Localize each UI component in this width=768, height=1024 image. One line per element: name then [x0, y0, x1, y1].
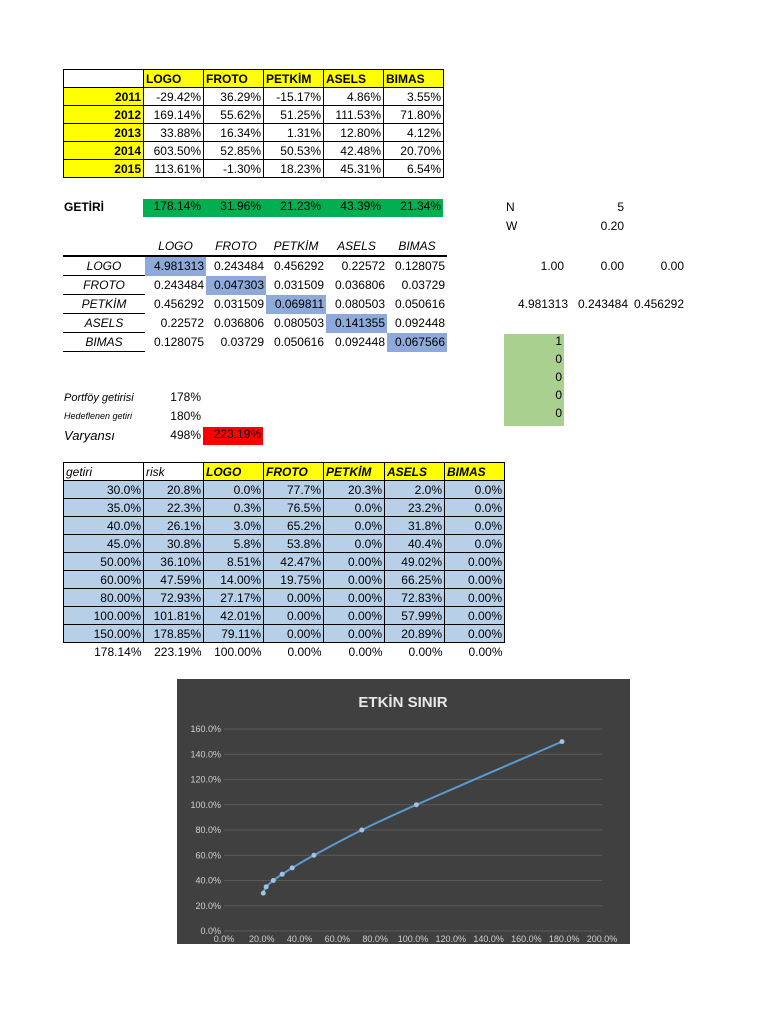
table-row — [63, 256, 447, 276]
table-cell[interactable]: 0.080503 — [334, 297, 385, 311]
table-row — [64, 625, 505, 643]
table-cell[interactable]: 0.0% — [324, 517, 385, 535]
x-tick-label: 100.0% — [397, 934, 429, 944]
table-cell[interactable]: -15.17% — [264, 88, 324, 106]
table-cell[interactable]: 113.61% — [144, 160, 204, 178]
table-cell[interactable]: 40.4% — [385, 535, 445, 553]
year-cell[interactable]: 2011 — [64, 88, 144, 106]
table-cell[interactable]: 8.51% — [204, 553, 264, 571]
y-tick-label: 100.0% — [190, 799, 221, 810]
returns-table — [63, 69, 444, 178]
hedef-label[interactable]: Hedeflenen getiri — [64, 411, 133, 421]
header-cell[interactable]: risk — [144, 463, 204, 481]
table-cell[interactable]: 0.3% — [204, 499, 264, 517]
cov-row-label[interactable]: ASELS — [63, 314, 145, 333]
chart-points — [261, 739, 565, 896]
y-tick-label: 0.0% — [200, 926, 221, 936]
x-tick-label: 60.0% — [324, 934, 351, 944]
table-cell[interactable]: 3.0% — [204, 517, 264, 535]
table-cell[interactable]: 23.2% — [385, 499, 445, 517]
side-cell[interactable]: 0.00 — [600, 259, 624, 273]
table-cell[interactable]: 1.31% — [264, 124, 324, 142]
cov-header-cell[interactable]: LOGO — [145, 237, 206, 256]
table-cell[interactable]: 0.092448 — [334, 335, 385, 349]
table-cell[interactable]: 4.981313 — [145, 256, 206, 276]
table-cell[interactable]: 42.47% — [264, 553, 324, 571]
getiri-cell[interactable]: 178.14% — [153, 199, 201, 213]
table-cell[interactable]: 603.50% — [144, 142, 204, 160]
table-cell[interactable]: 223.19% — [154, 644, 202, 659]
weights-column — [504, 334, 564, 426]
table-cell[interactable]: 0.00% — [445, 607, 505, 625]
table-cell[interactable]: 0.050616 — [394, 297, 445, 311]
cov-row-label[interactable]: BIMAS — [63, 333, 145, 352]
table-row — [64, 124, 444, 142]
table-cell[interactable]: 0.128075 — [394, 259, 445, 274]
table-cell[interactable]: 50.00% — [64, 553, 144, 571]
table-cell[interactable]: 35.0% — [64, 499, 144, 517]
cov-row-label[interactable]: PETKİM — [63, 295, 145, 314]
header-cell[interactable]: ASELS — [324, 70, 384, 88]
table-cell[interactable]: 0.03729 — [220, 335, 264, 349]
n-value[interactable]: 5 — [617, 200, 624, 214]
table-cell[interactable]: 178.14% — [94, 644, 142, 659]
table-cell[interactable]: 20.89% — [385, 625, 445, 643]
table-cell[interactable]: 36.29% — [204, 88, 264, 106]
returns-corner-cell[interactable] — [64, 70, 144, 88]
table-cell[interactable]: 0.456292 — [153, 297, 204, 311]
x-axis-ticks — [214, 934, 618, 944]
year-cell[interactable]: 2014 — [64, 142, 144, 160]
header-cell[interactable]: LOGO — [204, 463, 264, 481]
table-row — [64, 88, 444, 106]
x-tick-label: 40.0% — [286, 934, 313, 944]
weight-cell[interactable]: 0 — [555, 388, 562, 402]
header-cell[interactable]: PETKİM — [324, 463, 385, 481]
table-cell[interactable]: 0.00% — [324, 607, 385, 625]
table-cell[interactable]: 0.00% — [287, 644, 322, 659]
table-cell[interactable]: 40.0% — [64, 517, 144, 535]
weight-cell[interactable]: 1 — [555, 334, 562, 348]
x-tick-label: 180.0% — [548, 934, 580, 944]
getiri-values — [143, 199, 443, 217]
table-cell[interactable]: 0.0% — [445, 481, 505, 499]
table-row — [64, 499, 505, 517]
header-cell[interactable]: FROTO — [264, 463, 324, 481]
table-row — [64, 607, 505, 625]
table-row — [64, 535, 505, 553]
data-point — [414, 802, 419, 807]
table-cell[interactable]: 45.0% — [64, 535, 144, 553]
table-cell[interactable]: 0.141355 — [326, 314, 387, 333]
chart-title: ETKİN SINIR — [358, 694, 448, 711]
table-cell[interactable]: 0.069811 — [266, 295, 326, 314]
varyans-label[interactable]: Varyansı — [64, 428, 115, 443]
getiri-cell[interactable]: 31.96% — [220, 199, 261, 213]
table-cell[interactable]: 0.00% — [348, 644, 383, 659]
y-tick-label: 140.0% — [190, 749, 221, 760]
getiri-cell[interactable]: 21.34% — [400, 199, 441, 213]
data-point — [359, 828, 364, 833]
x-tick-label: 0.0% — [213, 934, 235, 944]
data-point — [261, 891, 266, 896]
data-point — [264, 884, 269, 889]
table-cell[interactable]: 0.00% — [445, 625, 505, 643]
table-cell[interactable]: 71.80% — [384, 106, 444, 124]
getiri-cell[interactable]: 21.23% — [280, 199, 321, 213]
table-row — [63, 295, 447, 314]
frontier-line — [263, 742, 562, 894]
w-value[interactable]: 0.20 — [600, 219, 624, 233]
table-cell[interactable]: 49.02% — [385, 553, 445, 571]
table-row — [63, 314, 447, 333]
data-point — [290, 865, 295, 870]
y-tick-label: 80.0% — [195, 825, 221, 835]
y-tick-label: 60.0% — [195, 850, 221, 861]
table-cell[interactable]: 51.25% — [264, 106, 324, 124]
table-cell[interactable]: 26.1% — [144, 517, 204, 535]
table-row — [64, 589, 505, 607]
header-cell[interactable]: LOGO — [144, 70, 204, 88]
portfoy-value[interactable]: 178% — [170, 390, 201, 404]
table-cell[interactable]: 42.01% — [204, 607, 264, 625]
table-cell[interactable]: 150.00% — [64, 625, 144, 643]
table-cell[interactable]: 18.23% — [264, 160, 324, 178]
table-cell[interactable]: 12.80% — [324, 124, 384, 142]
table-cell[interactable]: 52.85% — [204, 142, 264, 160]
table-cell[interactable]: 0.128075 — [153, 335, 204, 349]
table-cell[interactable]: 0.067566 — [387, 333, 447, 352]
header-cell[interactable]: getiri — [64, 463, 144, 481]
table-cell[interactable]: 20.8% — [144, 481, 204, 499]
y-tick-label: 160.0% — [190, 724, 221, 734]
frontier-table — [63, 462, 505, 660]
table-row — [63, 276, 447, 295]
table-cell[interactable]: 0.03729 — [401, 278, 445, 292]
table-cell[interactable]: 0.22572 — [341, 259, 385, 274]
table-cell[interactable]: 0.00% — [264, 607, 324, 625]
table-cell[interactable]: 0.00% — [324, 553, 385, 571]
year-cell[interactable]: 2013 — [64, 124, 144, 142]
table-cell[interactable]: 66.25% — [385, 571, 445, 589]
table-cell[interactable]: 169.14% — [144, 106, 204, 124]
y-tick-label: 40.0% — [195, 875, 221, 886]
table-cell[interactable]: 79.11% — [204, 625, 264, 643]
table-row — [64, 142, 444, 160]
table-cell[interactable]: 16.34% — [204, 124, 264, 142]
table-cell[interactable]: 100.00% — [214, 644, 262, 659]
y-tick-label: 20.0% — [195, 900, 221, 911]
table-cell[interactable]: 72.83% — [385, 589, 445, 607]
w-label[interactable]: W — [506, 219, 518, 233]
table-cell[interactable]: 0.243484 — [213, 259, 264, 274]
side-cell[interactable]: 4.981313 — [517, 297, 568, 311]
table-cell[interactable]: 0.0% — [445, 499, 505, 517]
table-cell[interactable]: 0.456292 — [273, 259, 324, 274]
table-cell[interactable]: 100.00% — [64, 607, 144, 625]
table-row — [64, 571, 505, 589]
portfoy-label[interactable]: Portföy getirisi — [64, 392, 134, 404]
table-cell[interactable]: 0.050616 — [273, 335, 324, 349]
table-cell[interactable]: 47.59% — [144, 571, 204, 589]
table-cell[interactable]: 0.00% — [468, 644, 503, 659]
table-cell[interactable]: 30.0% — [64, 481, 144, 499]
hedef-value[interactable]: 180% — [170, 409, 201, 423]
table-cell[interactable]: 80.00% — [64, 589, 144, 607]
table-cell[interactable]: 22.3% — [144, 499, 204, 517]
table-cell[interactable]: 0.036806 — [213, 316, 264, 330]
table-cell[interactable]: 5.8% — [204, 535, 264, 553]
table-cell[interactable]: 178.85% — [144, 625, 204, 643]
table-cell[interactable]: 50.53% — [264, 142, 324, 160]
table-cell[interactable]: 0.00% — [264, 589, 324, 607]
table-cell[interactable]: 0.031509 — [273, 278, 324, 292]
weight-cell[interactable]: 0 — [555, 406, 562, 420]
table-cell[interactable]: 2.0% — [385, 481, 445, 499]
table-cell[interactable]: 45.31% — [324, 160, 384, 178]
cov-corner[interactable] — [63, 237, 145, 256]
table-cell[interactable]: 0.036806 — [334, 278, 385, 292]
table-row — [63, 333, 447, 352]
year-cell[interactable]: 2012 — [64, 106, 144, 124]
table-cell[interactable]: 14.00% — [204, 571, 264, 589]
table-cell[interactable]: 77.7% — [264, 481, 324, 499]
header-cell[interactable]: ASELS — [385, 463, 445, 481]
table-cell[interactable]: 0.00% — [324, 589, 385, 607]
table-cell[interactable]: 72.93% — [144, 589, 204, 607]
cov-header-cell[interactable]: FROTO — [206, 237, 266, 256]
table-cell[interactable]: 30.8% — [144, 535, 204, 553]
weight-cell[interactable]: 0 — [555, 352, 562, 366]
table-cell[interactable]: 76.5% — [264, 499, 324, 517]
cov-header-cell[interactable]: PETKİM — [266, 237, 326, 256]
frontier-last-row — [64, 643, 505, 661]
n-label[interactable]: N — [506, 200, 515, 214]
data-point — [311, 853, 316, 858]
table-cell[interactable]: 0.00% — [408, 644, 443, 659]
year-cell[interactable]: 2015 — [64, 160, 144, 178]
x-tick-label: 80.0% — [362, 934, 388, 944]
table-cell[interactable]: 31.8% — [385, 517, 445, 535]
table-cell[interactable]: 57.99% — [385, 607, 445, 625]
table-cell[interactable]: 33.88% — [144, 124, 204, 142]
table-cell[interactable]: 0.00% — [445, 589, 505, 607]
x-tick-label: 20.0% — [249, 934, 275, 944]
data-point — [271, 878, 276, 883]
table-cell[interactable]: 27.17% — [204, 589, 264, 607]
table-cell[interactable]: 6.54% — [384, 160, 444, 178]
table-cell[interactable]: 0.00% — [324, 571, 385, 589]
table-cell[interactable]: 101.81% — [144, 607, 204, 625]
table-cell[interactable]: 19.75% — [264, 571, 324, 589]
header-cell[interactable]: PETKİM — [264, 70, 324, 88]
getiri-cell[interactable]: 43.39% — [340, 199, 381, 213]
table-cell[interactable]: 0.00% — [324, 625, 385, 643]
chart-grid — [224, 729, 602, 931]
table-row — [64, 481, 505, 499]
table-cell[interactable]: 3.55% — [384, 88, 444, 106]
table-cell[interactable]: 0.00% — [264, 625, 324, 643]
table-row — [64, 517, 505, 535]
table-cell[interactable]: 20.70% — [384, 142, 444, 160]
getiri-label[interactable]: GETİRİ — [64, 200, 105, 214]
cov-header-cell[interactable]: BIMAS — [387, 237, 447, 256]
table-cell[interactable]: 0.00% — [445, 571, 505, 589]
returns-header-row — [64, 70, 444, 88]
chart-svg — [177, 679, 630, 944]
table-cell[interactable]: 0.22572 — [160, 316, 204, 330]
cov-header-row — [63, 237, 447, 256]
table-cell[interactable]: 0.00% — [445, 553, 505, 571]
table-cell[interactable]: 0.0% — [324, 499, 385, 517]
table-cell[interactable]: 0.047303 — [206, 276, 266, 295]
table-cell[interactable]: 4.12% — [384, 124, 444, 142]
table-row — [64, 160, 444, 178]
x-tick-label: 200.0% — [586, 934, 618, 944]
table-cell[interactable]: 0.0% — [445, 517, 505, 535]
y-axis-ticks — [190, 724, 221, 936]
header-cell[interactable]: FROTO — [204, 70, 264, 88]
table-cell[interactable]: 42.48% — [324, 142, 384, 160]
table-cell[interactable]: 0.0% — [445, 535, 505, 553]
table-cell[interactable]: 111.53% — [324, 106, 384, 124]
side-cell[interactable]: 0.456292 — [633, 297, 684, 311]
x-tick-label: 140.0% — [473, 934, 504, 944]
table-cell[interactable]: 36.10% — [144, 553, 204, 571]
table-cell[interactable]: 20.3% — [324, 481, 385, 499]
x-tick-label: 160.0% — [511, 934, 542, 944]
table-cell[interactable]: 0.243484 — [153, 278, 204, 292]
cov-header-cell[interactable]: ASELS — [326, 237, 387, 256]
table-cell[interactable]: 0.092448 — [394, 316, 445, 330]
table-row — [64, 106, 444, 124]
x-tick-label: 120.0% — [435, 934, 467, 944]
side-cell[interactable]: 0.00 — [660, 259, 684, 273]
varyans-red-cell[interactable]: 223.19% — [203, 427, 263, 445]
table-cell[interactable]: 0.0% — [324, 535, 385, 553]
efficient-frontier-chart[interactable] — [177, 679, 630, 944]
data-point — [560, 739, 565, 744]
table-cell[interactable]: 55.62% — [204, 106, 264, 124]
table-cell[interactable]: 0.080503 — [273, 316, 324, 330]
weight-cell[interactable]: 0 — [555, 370, 562, 384]
y-tick-label: 120.0% — [190, 774, 221, 785]
table-cell[interactable]: 0.031509 — [213, 297, 264, 311]
table-row — [64, 553, 505, 571]
table-cell[interactable]: -29.42% — [144, 88, 204, 106]
header-cell[interactable]: BIMAS — [445, 463, 505, 481]
table-cell[interactable]: 53.8% — [264, 535, 324, 553]
side-cell[interactable]: 1.00 — [540, 259, 564, 273]
frontier-header-row — [64, 463, 505, 481]
table-cell[interactable]: 60.00% — [64, 571, 144, 589]
side-cell[interactable]: 0.243484 — [577, 297, 628, 311]
table-cell[interactable]: 65.2% — [264, 517, 324, 535]
header-cell[interactable]: BIMAS — [384, 70, 444, 88]
cov-row-label[interactable]: FROTO — [63, 276, 145, 295]
table-cell[interactable]: -1.30% — [204, 160, 264, 178]
varyans-value[interactable]: 498% — [170, 428, 201, 442]
covariance-table — [63, 237, 447, 352]
table-cell[interactable]: 0.0% — [204, 481, 264, 499]
data-point — [280, 872, 285, 877]
cov-row-label[interactable]: LOGO — [63, 256, 145, 276]
table-cell[interactable]: 4.86% — [324, 88, 384, 106]
